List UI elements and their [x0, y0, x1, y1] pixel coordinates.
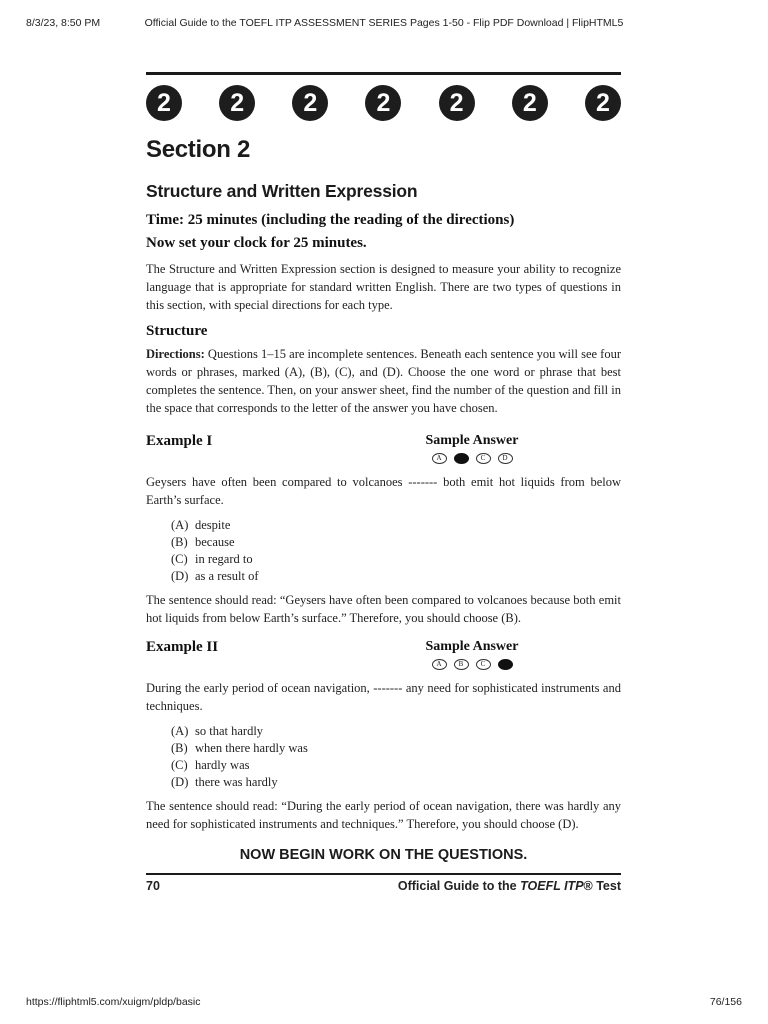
section-badges — [146, 85, 621, 122]
option-text: because — [195, 535, 235, 549]
structure-heading: Structure — [146, 323, 208, 339]
answer-bubbles — [422, 453, 522, 464]
example-question: Geysers have often been compared to volcanoes ------- both emit hot liquids from below Earth’s surface. — [146, 475, 621, 507]
answer-bubble-c: C — [476, 659, 491, 670]
section-subtitle: Structure and Written Expression — [146, 181, 418, 201]
page-footer — [146, 879, 621, 899]
answer-bubble-a: A — [432, 453, 447, 464]
answer-option — [171, 757, 621, 774]
sample-answer — [422, 639, 522, 670]
print-page-title: Official Guide to the TOEFL ITP ASSESSMENT SERIES Pages 1-50 - Flip PDF Download | FlipHTML5 — [144, 17, 624, 29]
sample-answer-label: Sample Answer — [425, 639, 519, 654]
answer-bubble-b-filled — [454, 453, 469, 464]
example-block — [146, 433, 621, 627]
option-text: there was hardly — [195, 775, 278, 789]
section-title: Section 2 — [146, 136, 250, 163]
section-badge: 2 — [585, 85, 621, 121]
option-letter: (C) — [171, 758, 188, 772]
answer-option — [171, 740, 621, 757]
print-header — [26, 17, 742, 31]
section-badge: 2 — [292, 85, 328, 121]
section-intro: The Structure and Written Expression section is designed to measure your ability to recognize language that is appropriate for standard written English. There are two types of questions in this section, with special directions for each type. — [146, 262, 621, 312]
option-letter: (A) — [171, 518, 189, 532]
guide-title-suffix: ® Test — [583, 879, 621, 893]
answer-bubble-b: B — [454, 659, 469, 670]
option-text: in regard to — [195, 552, 253, 566]
answer-option — [171, 568, 621, 585]
example-header — [146, 639, 621, 679]
section-badge: 2 — [365, 85, 401, 121]
option-letter: (D) — [171, 569, 189, 583]
example-header — [146, 433, 621, 473]
top-rule — [146, 72, 621, 75]
sample-answer-label: Sample Answer — [425, 433, 519, 448]
print-date: 8/3/23, 8:50 PM — [26, 17, 101, 29]
section-badge: 2 — [146, 85, 182, 121]
option-letter: (B) — [171, 741, 188, 755]
guide-title-italic: TOEFL ITP — [520, 879, 584, 893]
section-badge: 2 — [512, 85, 548, 121]
answer-option — [171, 517, 621, 534]
option-letter: (B) — [171, 535, 188, 549]
print-url[interactable]: https://fliphtml5.com/xuigm/pldp/basic — [26, 996, 201, 1008]
option-letter: (A) — [171, 724, 189, 738]
example-explanation: The sentence should read: “Geysers have often been compared to volcanoes because both emit hot liquids from below Earth’s surface.” Therefore, you should choose (B). — [146, 593, 621, 625]
example-heading: Example I — [146, 433, 213, 449]
guide-title-prefix: Official Guide to the — [397, 879, 521, 893]
answer-option — [171, 534, 621, 551]
example-heading: Example II — [146, 639, 219, 655]
begin-instruction: NOW BEGIN WORK ON THE QUESTIONS. — [239, 847, 528, 863]
bottom-rule — [146, 873, 621, 875]
option-text: despite — [195, 518, 231, 532]
directions-text: Questions 1–15 are incomplete sentences. Beneath each sentence you will see four words or phrases, marked (A), (B), (C), and (D). Choose the one word or phrase that best completes the sentence. Then, on your answer sheet, find the number of the question and fill in the space that corresponds to the letter of the answer you have chosen. — [146, 347, 621, 415]
option-text: when there hardly was — [195, 741, 308, 755]
answer-bubbles — [422, 659, 522, 670]
option-text: hardly was — [195, 758, 250, 772]
print-footer — [26, 996, 742, 1010]
answer-options — [171, 723, 621, 791]
directions-label: Directions: — [146, 347, 205, 361]
answer-bubble-d-filled — [498, 659, 513, 670]
page-number: 70 — [146, 879, 160, 893]
answer-option — [171, 723, 621, 740]
time-limit: Time: 25 minutes (including the reading of the directions) — [146, 212, 515, 228]
example-explanation: The sentence should read: “During the early period of ocean navigation, there was hardly any need for sophisticated instruments and techniques.” Therefore, you should choose (D). — [146, 799, 621, 831]
guide-title — [398, 879, 621, 893]
section-badge: 2 — [219, 85, 255, 121]
clock-instruction: Now set your clock for 25 minutes. — [146, 235, 367, 251]
option-letter: (D) — [171, 775, 189, 789]
structure-directions — [146, 345, 621, 417]
answer-bubble-d: D — [498, 453, 513, 464]
option-text: as a result of — [195, 569, 259, 583]
sample-answer — [422, 433, 522, 464]
example-question: During the early period of ocean navigation, ------- any need for sophisticated instruments and techniques. — [146, 681, 621, 713]
option-letter: (C) — [171, 552, 188, 566]
option-text: so that hardly — [195, 724, 264, 738]
answer-option — [171, 774, 621, 791]
answer-option — [171, 551, 621, 568]
print-page-count: 76/156 — [709, 996, 742, 1008]
answer-bubble-a: A — [432, 659, 447, 670]
section-badge: 2 — [439, 85, 475, 121]
document-page — [146, 72, 621, 899]
example-block — [146, 639, 621, 833]
answer-bubble-c: C — [476, 453, 491, 464]
answer-options — [171, 517, 621, 585]
